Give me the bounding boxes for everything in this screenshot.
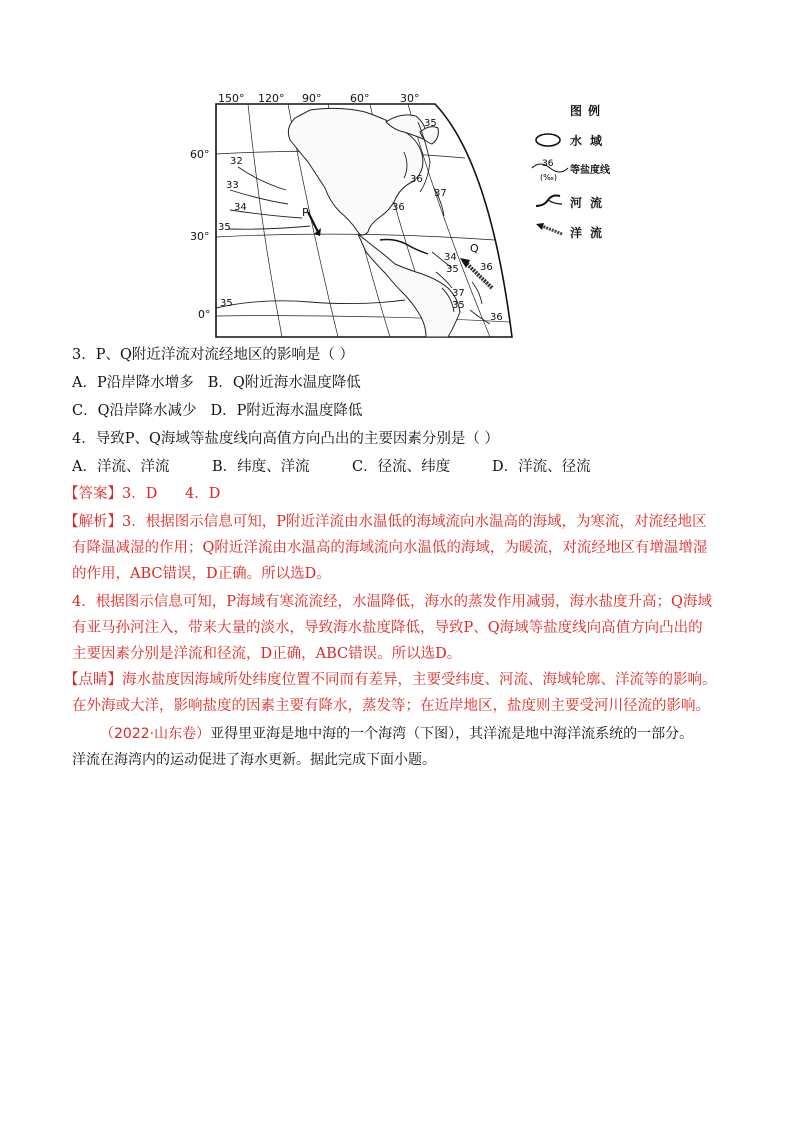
isoline-label: 35	[452, 300, 465, 311]
legend-iso-unit: (‰)	[540, 173, 557, 182]
tip-line-2: 在外海或大洋，影响盐度的因素主要有降水，蒸发等；在近岸地区，盐度则主要受河川径流的影响。	[72, 698, 710, 714]
next-question-line-1	[100, 724, 693, 744]
longitude-label: 120°	[258, 92, 285, 105]
isoline-label: 35	[218, 222, 231, 233]
ocean-current-icon	[532, 220, 566, 242]
question-3-stem: 3．P、Q附近洋流对流经地区的影响是（ ）	[72, 347, 354, 363]
river-icon	[532, 190, 566, 212]
water-area-icon	[532, 130, 566, 150]
analysis-line-2: 有降温减湿的作用；Q附近洋流由水温高的海域流向水温低的海域，为暖流，对流经地区有增温增湿	[72, 540, 708, 556]
latitude-label: 30°	[190, 230, 210, 243]
point-p-label: P	[302, 206, 309, 219]
option-c: C．径流、纬度	[352, 459, 451, 475]
isoline-label: 33	[226, 180, 239, 191]
legend-label: 洋流	[570, 226, 611, 240]
analysis-tag: 【解析】	[64, 514, 122, 530]
answer-text: 3．D 4．D	[122, 486, 221, 502]
legend-item-current	[530, 220, 640, 244]
longitude-label: 90°	[302, 92, 322, 105]
question-3-options-row1	[72, 373, 361, 393]
longitude-label: 150°	[218, 92, 245, 105]
isoline-label: 36	[480, 262, 493, 273]
option-a: A．洋流、洋流	[72, 459, 170, 475]
option-b: B．Q附近海水温度降低	[207, 375, 361, 391]
analysis-line-4: 4．根据图示信息可知，P海域有寒流流经，水温降低，海水的蒸发作用减弱，海水盐度升高；Q海域	[72, 594, 712, 610]
map-figure	[190, 92, 520, 338]
longitude-label: 30°	[400, 92, 420, 105]
tip-tag: 【点睛】	[64, 672, 122, 688]
answer-tag: 【答案】	[64, 486, 122, 502]
question-4-options	[72, 457, 591, 477]
legend-item-river	[530, 190, 640, 214]
question-4-stem: 4．导致P、Q海域等盐度线向高值方向凸出的主要因素分别是（ ）	[72, 431, 499, 447]
isoline-label: 34	[234, 202, 247, 213]
latitude-label: 0°	[198, 308, 211, 321]
isoline-label: 36	[410, 174, 423, 185]
option-a: A．P沿岸降水增多	[72, 375, 194, 391]
map-legend	[530, 102, 630, 242]
question-3-options-row2	[72, 401, 362, 421]
longitude-label: 60°	[350, 92, 370, 105]
latitude-label: 60°	[190, 148, 210, 161]
tip-line-1	[64, 670, 717, 690]
analysis-line-6: 主要因素分别是洋流和径流，D正确，ABC错误。所以选D。	[72, 646, 462, 662]
option-b: B．纬度、洋流	[212, 459, 310, 475]
legend-iso-value: 36	[542, 159, 554, 169]
legend-label: 河流	[570, 196, 611, 210]
analysis-line-5: 有亚马孙河注入，带来大量的淡水，导致海水盐度降低，导致P、Q海域等盐度线向高值方向凸出的	[72, 620, 703, 636]
legend-title: 图例	[570, 104, 607, 118]
isoline-label: 32	[230, 156, 243, 167]
option-d: D．洋流、径流	[492, 459, 591, 475]
legend-item-isoline	[530, 156, 640, 180]
isoline-label: 34	[444, 252, 457, 263]
isoline-label: 36	[490, 312, 503, 323]
analysis-text: 3．根据图示信息可知，P附近洋流由水温低的海域流向水温高的海域，为寒流，对流经地区	[122, 514, 707, 530]
isoline-label: 37	[452, 288, 465, 299]
question-source: （2022·山东卷）	[100, 726, 211, 742]
analysis-line-1	[64, 512, 706, 532]
isoline-label: 35	[424, 118, 437, 129]
legend-item-water	[530, 128, 640, 152]
tip-text: 海水盐度因海域所处纬度位置不同而有差异，主要受纬度、河流、海域轮廓、洋流等的影响。	[122, 672, 717, 688]
isoline-label: 35	[446, 264, 459, 275]
analysis-line-3: 的作用，ABC错误，D正确。所以选D。	[72, 566, 331, 582]
option-c: C．Q沿岸降水减少	[72, 403, 197, 419]
isoline-label: 35	[220, 298, 233, 309]
next-question-text: 亚得里亚海是地中海的一个海湾（下图），其洋流是地中海洋流系统的一部分。	[210, 726, 694, 742]
option-d: D．P附近海水温度降低	[210, 403, 363, 419]
salinity-map	[190, 92, 520, 338]
answer-line	[64, 484, 220, 504]
isoline-label: 36	[392, 202, 405, 213]
point-q-label: Q	[470, 242, 479, 255]
isoline-label: 37	[434, 188, 447, 199]
legend-label: 等盐度线	[570, 165, 610, 176]
legend-label: 水域	[570, 134, 611, 148]
next-question-line-2: 洋流在海湾内的运动促进了海水更新。据此完成下面小题。	[72, 752, 436, 768]
salinity-isoline-icon	[530, 156, 570, 182]
